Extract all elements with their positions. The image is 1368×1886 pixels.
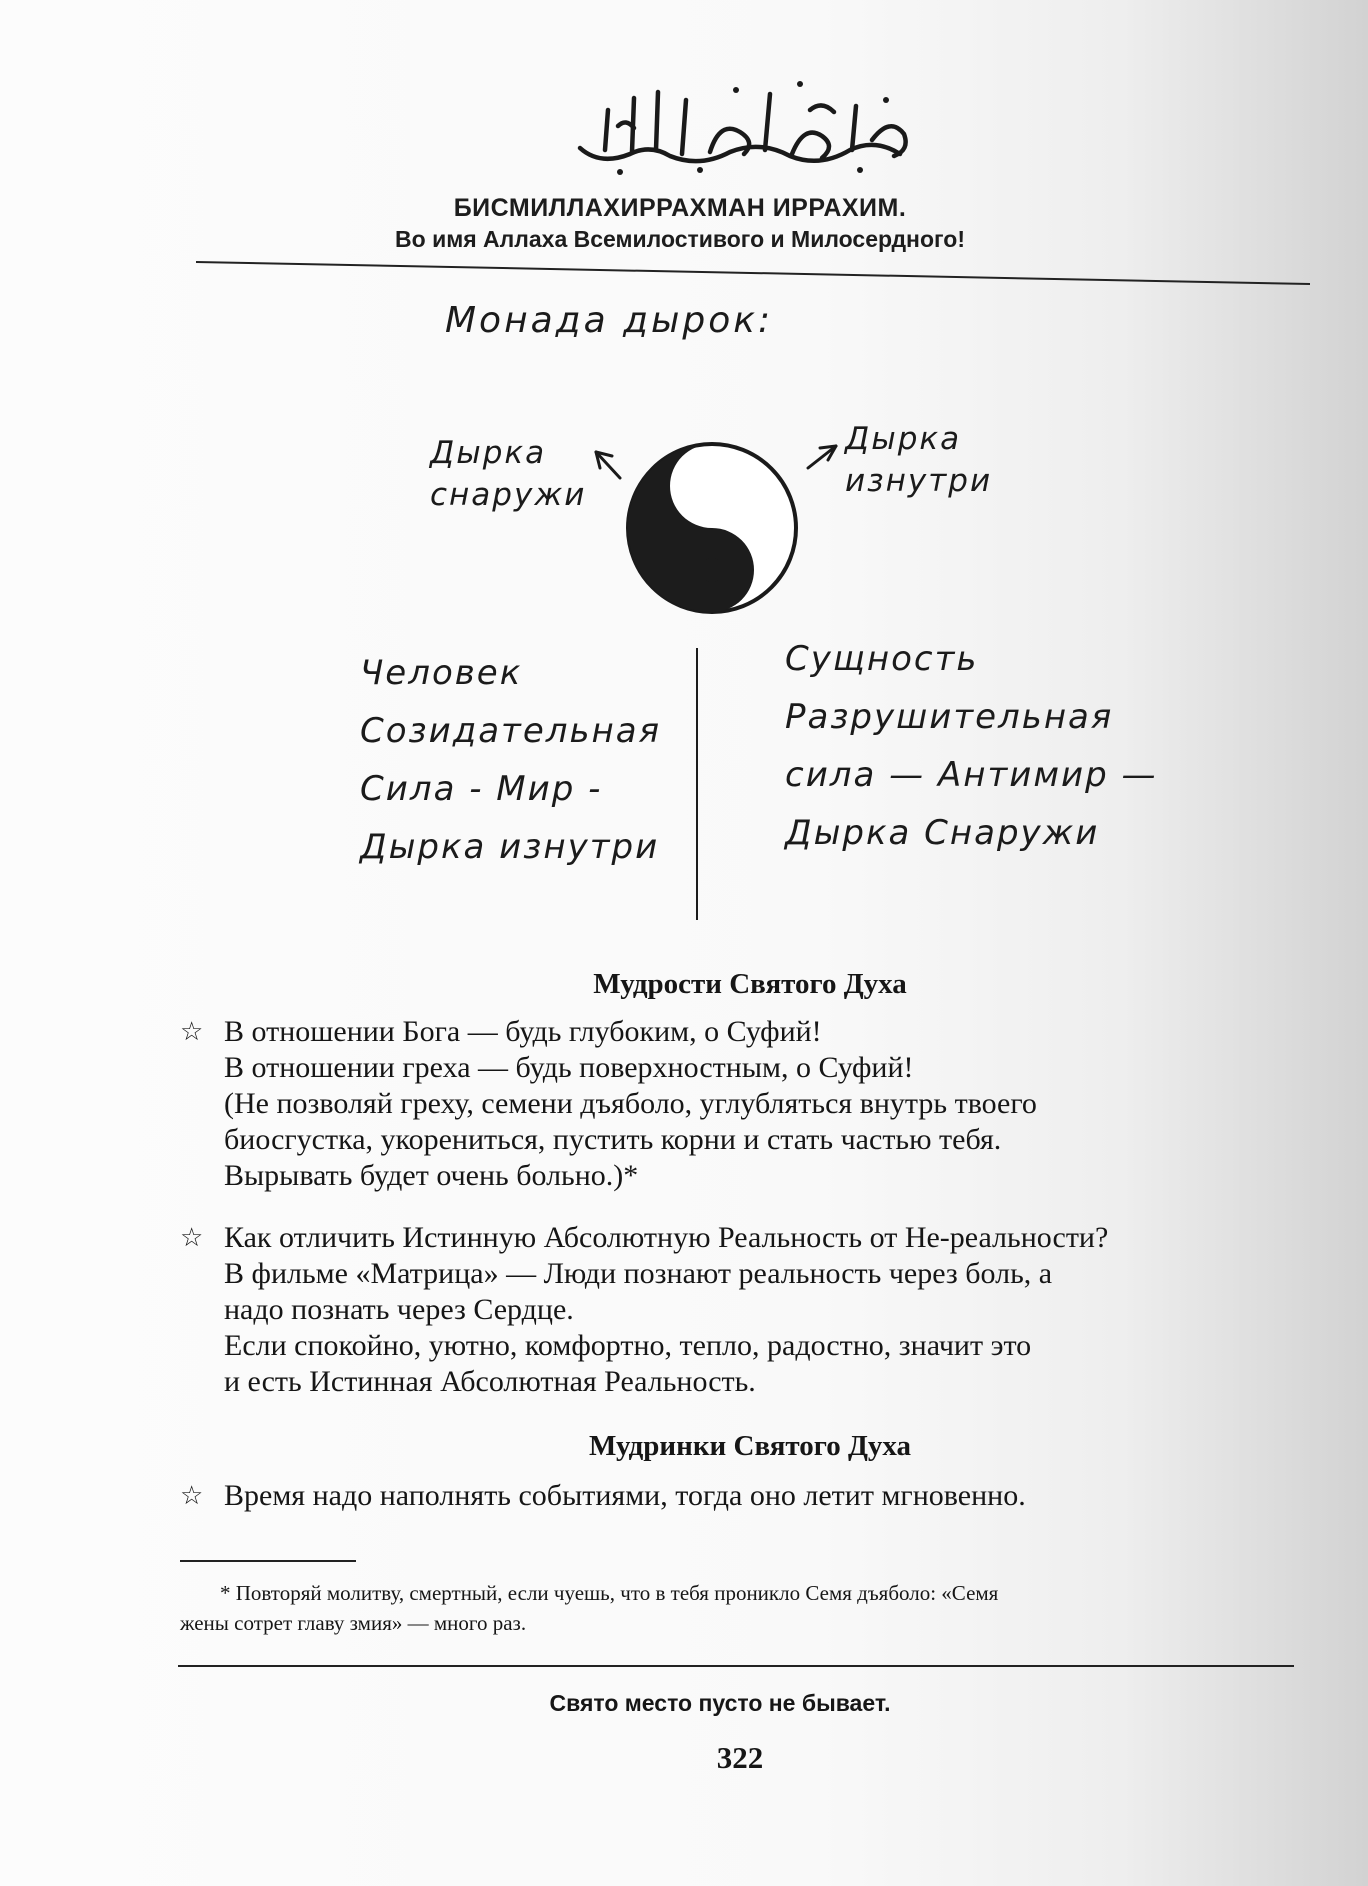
item-1-line-1: В отношении Бога — будь глубоким, о Суфий! — [224, 1015, 822, 1048]
right-column-line-1: Сущность — [785, 639, 979, 679]
footer-rule — [178, 1665, 1294, 1667]
item-1-line-5: Вырывать будет очень больно.)* — [224, 1159, 639, 1192]
right-column-line-4: Дырка Снаружи — [785, 813, 1100, 853]
star-icon: ☆ — [180, 1223, 204, 1252]
saying-1-line-1: Время надо наполнять событиями, тогда оно летит мгновенно. — [224, 1479, 1026, 1512]
section-title-wisdoms: Мудрости Святого Духа — [593, 968, 907, 1000]
header-subtitle: Во имя Аллаха Всемилостивого и Милосердного! — [395, 226, 965, 252]
wisdom-item-2 — [180, 1220, 1260, 1400]
right-column — [785, 630, 1158, 862]
wisdom-item-1 — [180, 1014, 1260, 1194]
label-outside-line-2: снаружи — [430, 477, 587, 513]
star-icon: ☆ — [180, 1481, 204, 1510]
footnote — [180, 1578, 1300, 1638]
footnote-line-2: жены сотрет главу змия» — много раз. — [180, 1611, 527, 1635]
saying-item-1 — [180, 1478, 1260, 1514]
column-divider — [696, 648, 698, 920]
left-column-line-2: Созидательная — [360, 711, 662, 751]
item-1-line-2: В отношении греха — будь поверхностным, о Суфий! — [224, 1051, 914, 1084]
left-column-line-4: Дырка изнутри — [360, 827, 660, 867]
right-column-line-2: Разрушительная — [785, 697, 1114, 737]
item-2-line-5: и есть Истинная Абсолютная Реальность. — [224, 1365, 756, 1398]
section-title-sayings: Мудринки Святого Духа — [588, 1430, 912, 1462]
footnote-line-1: * Повторяй молитву, смертный, если чуешь, что в тебя проникло Семя дъяболо: «Семя — [220, 1581, 999, 1605]
diagram-arrows — [0, 0, 1368, 520]
label-outside-line-1: Дырка — [430, 435, 547, 471]
item-2-line-3: надо познать через Сердце. — [224, 1293, 574, 1326]
label-inside-line-1: Дырка — [845, 421, 962, 457]
item-2-line-2: В фильме «Матрица» — Люди познают реальность через боль, а — [224, 1257, 1053, 1290]
footnote-rule — [180, 1560, 356, 1562]
header-title: БИСМИЛЛАХИРРАХМАН ИРРАХИМ. — [453, 194, 907, 222]
item-1-line-3: (Не позволяй греху, семени дъяболо, углубляться внутрь твоего — [224, 1087, 1037, 1120]
left-column-line-1: Человек — [360, 653, 523, 693]
page-number: 322 — [716, 1740, 764, 1775]
left-column-line-3: Сила - Мир - — [360, 769, 603, 809]
label-inside-line-2: изнутри — [845, 463, 993, 499]
arrow-inside-icon — [808, 446, 836, 468]
item-2-line-1: Как отличить Истинную Абсолютную Реальность от Не-реальности? — [224, 1221, 1109, 1254]
star-icon: ☆ — [180, 1017, 204, 1046]
right-column-line-3: сила — Антимир — — [785, 755, 1158, 795]
diagram-heading: Монада дырок: — [445, 300, 774, 341]
item-1-line-4: биосгустка, укорениться, пустить корни и стать частью тебя. — [224, 1123, 1002, 1156]
item-2-line-4: Если спокойно, уютно, комфортно, тепло, радостно, значит это — [224, 1329, 1032, 1362]
footer-motto: Свято место пусто не бывает. — [549, 1690, 891, 1716]
left-column — [360, 644, 661, 876]
